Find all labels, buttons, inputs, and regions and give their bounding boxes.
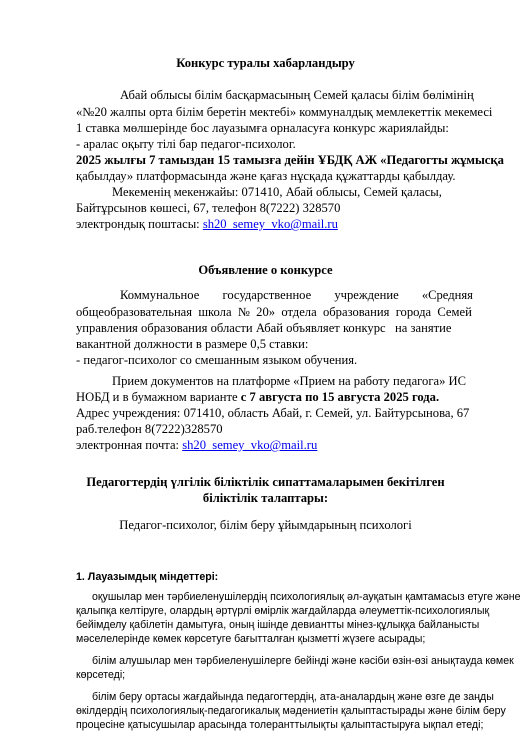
duty-item-line: процесіне қатысушылар арасында толеранттылықты қалыптастыруға ықпал етеді;	[76, 719, 484, 731]
duty-item-line: көрсетеді;	[76, 669, 126, 681]
ru-address-line: Адрес учреждения: 071410, область Абай, г. Семей, ул. Байтурсынова, 67	[76, 406, 470, 420]
kz-address-line: Байтұрсынов көшесі, 67, телефон 8(7222) 328570	[76, 201, 341, 215]
ru-paragraph-line: управления образования области Абай объявляет конкурс на занятие	[76, 321, 452, 335]
kz-paragraph-line: «№20 жалпы орта білім беретін мектебі» коммуналдық мемлекеттік мекемесі	[76, 105, 493, 119]
ru-word: «Средняя	[421, 288, 473, 302]
kz-announcement-title: Конкурс туралы хабарландыру	[176, 56, 355, 70]
kz-email-label: электрондық поштасы:	[76, 217, 203, 231]
duty-item-line: бейімделу қабілетін дамытуға, оның ішінде девиантты мінез-құлыққа байланысты	[76, 619, 480, 631]
duty-item-line: оқушылар мен тәрбиеленушілердің психологиялық әл-ауқатын қамтамасыз етуге және	[92, 591, 521, 603]
ru-paragraph-line: Прием документов на платформе «Прием на работу педагога» ИС	[112, 374, 467, 388]
kz-paragraph-line: 1 ставка мөлшерінде бос лауазымға орналасуға конкурс жариялайды:	[76, 121, 449, 135]
kz-email-line	[76, 216, 338, 232]
ru-word: Коммунальное	[120, 288, 200, 302]
requirements-heading: Педагогтердің үлгілік біліктілік сипаттамаларымен бекітілген	[86, 475, 445, 489]
ru-paragraph-line: общеобразовательная школа № 20» отдела образования города Семей	[76, 305, 472, 319]
ru-justified-line	[120, 287, 473, 303]
duty-item-line: қалыпқа келтіруге, олардың әртүрлі өмірлік жағдайларда әлеуметтік-психологиялық	[76, 605, 490, 617]
ru-word: государственное	[222, 288, 312, 302]
duty-item-line: өкілдердің психологиялық-педагогикалық мәдениетін қалыптастырады және білім беру	[76, 705, 506, 717]
duties-section-title: 1. Лауазымдық міндеттері:	[76, 571, 219, 583]
ru-dates-bold: с 7 августа по 15 августа 2025 года.	[240, 390, 440, 404]
kz-dates-line: 2025 жылғы 7 тамыздан 15 тамызға дейін ҰБДҚ АЖ «Педагогты жұмысқа	[76, 153, 504, 167]
kz-email-link[interactable]: sh20_semey_vko@mail.ru	[202, 217, 338, 231]
kz-paragraph-line: - аралас оқыту тілі бар педагог-психолог.	[76, 137, 296, 151]
ru-email-link[interactable]: sh20_semey_vko@mail.ru	[182, 438, 318, 452]
kz-address-line: Мекеменің мекенжайы: 071410, Абай облысы, Семей қаласы,	[112, 185, 442, 199]
duty-item-line: мәселелерінде көмек көрсетуге бағытталған қызметті жүзеге асырады;	[76, 633, 426, 645]
ru-dates-normal: НОБД и в бумажном варианте	[76, 390, 241, 404]
ru-paragraph-line: - педагог-психолог со смешанным языком обучения.	[76, 353, 358, 367]
kz-paragraph-line: қабылдау» платформасында және қағаз нұсқада құжаттарды қабылдау.	[76, 169, 456, 183]
ru-paragraph-line: вакантной должности в размере 0,5 ставки:	[76, 337, 309, 351]
duty-item-line: білім беру ортасы жағдайында педагогтердің, ата-аналардың және өзге де заңды	[92, 691, 494, 703]
ru-dates-line	[76, 389, 439, 405]
ru-word: учреждение	[334, 288, 399, 302]
requirements-subheading: Педагог-психолог, білім беру ұйымдарының психологі	[119, 518, 412, 532]
ru-email-line	[76, 437, 317, 453]
ru-phone-line: раб.телефон 8(7222)328570	[76, 422, 223, 436]
kz-paragraph-line: Абай облысы білім басқармасының Семей қаласы білім бөлімінің	[120, 88, 474, 102]
duty-item-line: білім алушылар мен тәрбиеленушілерге бейінді және кәсіби өзін-өзі анықтауда көмек	[92, 655, 514, 667]
requirements-heading: біліктілік талаптары:	[202, 491, 329, 505]
ru-email-label: электронная почта:	[76, 438, 183, 452]
ru-announcement-title: Объявление о конкурсе	[198, 263, 333, 277]
